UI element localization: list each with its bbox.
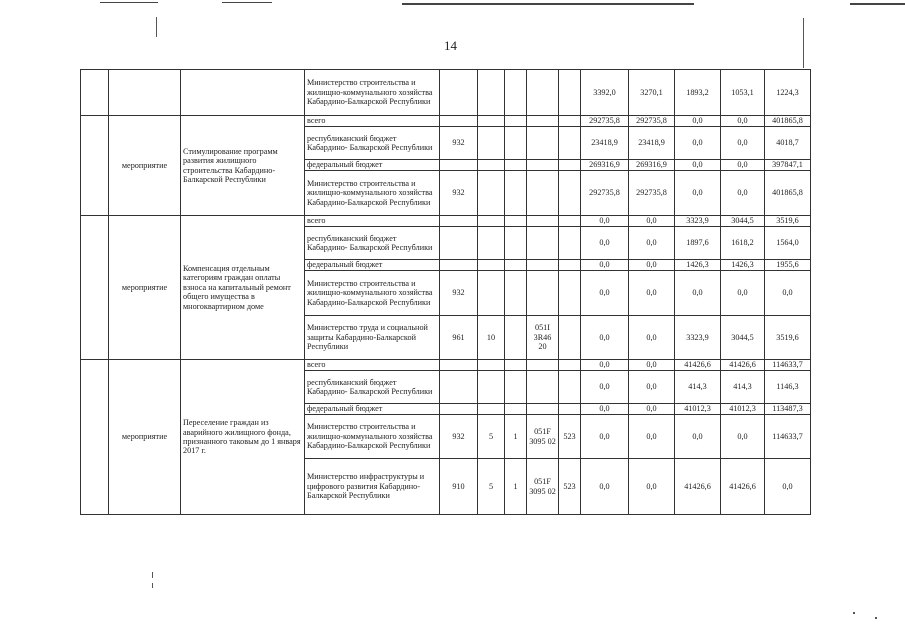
grbs-code-cell <box>440 160 478 171</box>
activity-name-cell: Компенсация отдельным категориям граждан оплаты взноса на капитальный ремонт общего имущества в многоквартирном доме <box>181 216 305 360</box>
pr-code-cell <box>505 116 527 127</box>
amount-cell: 292735,8 <box>581 116 629 127</box>
table-row <box>81 70 811 116</box>
vr-code-cell <box>559 271 581 316</box>
csr-code-cell: 051F 3095 02 <box>527 415 559 459</box>
rz-code-cell <box>478 404 505 415</box>
funding-source-cell: Министерство инфраструктуры и цифрового развития Кабардино-Балкарской Республики <box>305 459 440 515</box>
activity-type-cell: мероприятие <box>109 116 181 216</box>
amount-cell: 3044,5 <box>721 316 765 360</box>
vr-code-cell <box>559 404 581 415</box>
amount-cell: 0,0 <box>629 360 675 371</box>
rz-code-cell <box>478 171 505 216</box>
amount-cell: 0,0 <box>675 116 721 127</box>
amount-cell: 0,0 <box>675 415 721 459</box>
funding-source-cell: республиканский бюджет Кабардино- Балкарской Республики <box>305 227 440 260</box>
amount-cell: 0,0 <box>581 271 629 316</box>
rz-code-cell <box>478 271 505 316</box>
vr-code-cell <box>559 316 581 360</box>
funding-source-cell: Министерство строительства и жилищно-коммунального хозяйства Кабардино-Балкарской Республики <box>305 171 440 216</box>
vr-code-cell <box>559 371 581 404</box>
scan-line-top-3 <box>402 3 694 5</box>
grbs-code-cell: 932 <box>440 271 478 316</box>
row-number-cell <box>81 70 109 116</box>
amount-cell: 1955,6 <box>765 260 811 271</box>
amount-cell: 0,0 <box>629 459 675 515</box>
amount-cell: 0,0 <box>721 127 765 160</box>
amount-cell: 1893,2 <box>675 70 721 116</box>
rz-code-cell <box>478 227 505 260</box>
amount-cell: 414,3 <box>721 371 765 404</box>
amount-cell: 0,0 <box>675 171 721 216</box>
vr-code-cell <box>559 116 581 127</box>
amount-cell: 269316,9 <box>629 160 675 171</box>
funding-source-cell: федеральный бюджет <box>305 404 440 415</box>
vr-code-cell <box>559 260 581 271</box>
scan-mark-bottom-2 <box>152 583 153 588</box>
csr-code-cell <box>527 260 559 271</box>
amount-cell: 3392,0 <box>581 70 629 116</box>
funding-source-cell: всего <box>305 116 440 127</box>
amount-cell: 3519,6 <box>765 316 811 360</box>
rz-code-cell <box>478 371 505 404</box>
csr-code-cell <box>527 216 559 227</box>
grbs-code-cell <box>440 404 478 415</box>
pr-code-cell: 1 <box>505 415 527 459</box>
budget-table <box>80 69 811 515</box>
amount-cell: 23418,9 <box>581 127 629 160</box>
rz-code-cell <box>478 216 505 227</box>
row-number-cell <box>81 216 109 360</box>
amount-cell: 1224,3 <box>765 70 811 116</box>
funding-source-cell: федеральный бюджет <box>305 160 440 171</box>
pr-code-cell <box>505 216 527 227</box>
amount-cell: 0,0 <box>721 160 765 171</box>
vr-code-cell <box>559 227 581 260</box>
amount-cell: 401865,8 <box>765 116 811 127</box>
amount-cell: 0,0 <box>721 116 765 127</box>
amount-cell: 3044,5 <box>721 216 765 227</box>
funding-source-cell: Министерство строительства и жилищно-коммунального хозяйства Кабардино-Балкарской Республики <box>305 415 440 459</box>
amount-cell: 0,0 <box>675 271 721 316</box>
amount-cell: 0,0 <box>721 271 765 316</box>
amount-cell: 0,0 <box>629 316 675 360</box>
vr-code-cell <box>559 360 581 371</box>
amount-cell: 0,0 <box>629 404 675 415</box>
csr-code-cell <box>527 160 559 171</box>
activity-type-cell: мероприятие <box>109 360 181 515</box>
grbs-code-cell: 910 <box>440 459 478 515</box>
funding-source-cell: республиканский бюджет Кабардино- Балкарской Республики <box>305 371 440 404</box>
amount-cell: 397847,1 <box>765 160 811 171</box>
amount-cell: 0,0 <box>581 459 629 515</box>
amount-cell: 0,0 <box>629 227 675 260</box>
csr-code-cell <box>527 127 559 160</box>
vr-code-cell: 523 <box>559 415 581 459</box>
pr-code-cell <box>505 316 527 360</box>
vr-code-cell <box>559 160 581 171</box>
pr-code-cell <box>505 260 527 271</box>
amount-cell: 41426,6 <box>721 459 765 515</box>
rz-code-cell <box>478 260 505 271</box>
csr-code-cell <box>527 360 559 371</box>
amount-cell: 292735,8 <box>629 171 675 216</box>
rz-code-cell <box>478 116 505 127</box>
pr-code-cell <box>505 360 527 371</box>
pr-code-cell <box>505 227 527 260</box>
amount-cell: 3323,9 <box>675 316 721 360</box>
amount-cell: 0,0 <box>721 171 765 216</box>
amount-cell: 114633,7 <box>765 415 811 459</box>
amount-cell: 0,0 <box>675 127 721 160</box>
pr-code-cell: 1 <box>505 459 527 515</box>
scan-line-top-1 <box>100 2 158 3</box>
vr-code-cell <box>559 216 581 227</box>
amount-cell: 0,0 <box>581 360 629 371</box>
grbs-code-cell: 961 <box>440 316 478 360</box>
amount-cell: 1564,0 <box>765 227 811 260</box>
funding-source-cell: Министерство труда и социальной защиты Кабардино-Балкарской Республики <box>305 316 440 360</box>
table-row <box>81 216 811 227</box>
amount-cell: 0,0 <box>581 415 629 459</box>
scan-line-top-2 <box>222 2 272 3</box>
amount-cell: 292735,8 <box>629 116 675 127</box>
amount-cell: 23418,9 <box>629 127 675 160</box>
vr-code-cell: 523 <box>559 459 581 515</box>
amount-cell: 0,0 <box>581 216 629 227</box>
amount-cell: 1426,3 <box>721 260 765 271</box>
funding-source-cell: всего <box>305 216 440 227</box>
pr-code-cell <box>505 127 527 160</box>
amount-cell: 41012,3 <box>675 404 721 415</box>
pr-code-cell <box>505 160 527 171</box>
scan-mark-bottom-3 <box>853 612 855 614</box>
amount-cell: 114633,7 <box>765 360 811 371</box>
rz-code-cell: 10 <box>478 316 505 360</box>
amount-cell: 41426,6 <box>675 459 721 515</box>
csr-code-cell <box>527 404 559 415</box>
amount-cell: 41012,3 <box>721 404 765 415</box>
amount-cell: 0,0 <box>581 227 629 260</box>
grbs-code-cell: 932 <box>440 127 478 160</box>
amount-cell: 0,0 <box>629 216 675 227</box>
funding-source-cell: Министерство строительства и жилищно-коммунального хозяйства Кабардино-Балкарской Республики <box>305 70 440 116</box>
amount-cell: 0,0 <box>765 271 811 316</box>
table-row <box>81 360 811 371</box>
grbs-code-cell: 932 <box>440 415 478 459</box>
amount-cell: 1053,1 <box>721 70 765 116</box>
grbs-code-cell <box>440 227 478 260</box>
csr-code-cell <box>527 171 559 216</box>
amount-cell: 0,0 <box>581 371 629 404</box>
amount-cell: 292735,8 <box>581 171 629 216</box>
amount-cell: 0,0 <box>765 459 811 515</box>
pr-code-cell <box>505 371 527 404</box>
grbs-code-cell <box>440 260 478 271</box>
amount-cell: 1618,2 <box>721 227 765 260</box>
amount-cell: 414,3 <box>675 371 721 404</box>
csr-code-cell <box>527 70 559 116</box>
amount-cell: 0,0 <box>581 404 629 415</box>
rz-code-cell: 5 <box>478 459 505 515</box>
scan-line-top-4 <box>850 3 905 5</box>
rz-code-cell <box>478 360 505 371</box>
grbs-code-cell <box>440 371 478 404</box>
table-row <box>81 116 811 127</box>
scan-mark-bottom-1 <box>152 572 153 578</box>
grbs-code-cell <box>440 70 478 116</box>
amount-cell: 1426,3 <box>675 260 721 271</box>
funding-source-cell: всего <box>305 360 440 371</box>
amount-cell: 0,0 <box>721 415 765 459</box>
csr-code-cell <box>527 116 559 127</box>
grbs-code-cell: 932 <box>440 171 478 216</box>
amount-cell: 269316,9 <box>581 160 629 171</box>
row-number-cell <box>81 360 109 515</box>
pr-code-cell <box>505 171 527 216</box>
csr-code-cell: 051F 3095 02 <box>527 459 559 515</box>
activity-name-cell: Стимулирование программ развития жилищного строительства Кабардино-Балкарской Республики <box>181 116 305 216</box>
amount-cell: 0,0 <box>629 271 675 316</box>
amount-cell: 41426,6 <box>721 360 765 371</box>
grbs-code-cell <box>440 216 478 227</box>
funding-source-cell: республиканский бюджет Кабардино- Балкарской Республики <box>305 127 440 160</box>
grbs-code-cell <box>440 360 478 371</box>
amount-cell: 3519,6 <box>765 216 811 227</box>
funding-source-cell: федеральный бюджет <box>305 260 440 271</box>
csr-code-cell <box>527 227 559 260</box>
amount-cell: 1146,3 <box>765 371 811 404</box>
pr-code-cell <box>505 404 527 415</box>
amount-cell: 401865,8 <box>765 171 811 216</box>
activity-name-cell <box>181 70 305 116</box>
vr-code-cell <box>559 70 581 116</box>
pr-code-cell <box>505 271 527 316</box>
amount-cell: 1897,6 <box>675 227 721 260</box>
amount-cell: 0,0 <box>675 160 721 171</box>
amount-cell: 0,0 <box>629 371 675 404</box>
scan-mark-right <box>803 18 804 68</box>
csr-code-cell <box>527 271 559 316</box>
amount-cell: 0,0 <box>581 316 629 360</box>
funding-source-cell: Министерство строительства и жилищно-коммунального хозяйства Кабардино-Балкарской Республики <box>305 271 440 316</box>
amount-cell: 0,0 <box>581 260 629 271</box>
scan-mark-left <box>156 17 157 37</box>
amount-cell: 4018,7 <box>765 127 811 160</box>
amount-cell: 41426,6 <box>675 360 721 371</box>
rz-code-cell <box>478 160 505 171</box>
amount-cell: 3270,1 <box>629 70 675 116</box>
vr-code-cell <box>559 127 581 160</box>
amount-cell: 0,0 <box>629 415 675 459</box>
scan-mark-bottom-4 <box>875 617 877 619</box>
row-number-cell <box>81 116 109 216</box>
activity-name-cell: Переселение граждан из аварийного жилищного фонда, признанного таковым до 1 января 2017 г. <box>181 360 305 515</box>
rz-code-cell <box>478 70 505 116</box>
amount-cell: 0,0 <box>629 260 675 271</box>
activity-type-cell <box>109 70 181 116</box>
rz-code-cell: 5 <box>478 415 505 459</box>
grbs-code-cell <box>440 116 478 127</box>
csr-code-cell <box>527 371 559 404</box>
pr-code-cell <box>505 70 527 116</box>
rz-code-cell <box>478 127 505 160</box>
page-number: 14 <box>444 38 457 53</box>
activity-type-cell: мероприятие <box>109 216 181 360</box>
amount-cell: 113487,3 <box>765 404 811 415</box>
vr-code-cell <box>559 171 581 216</box>
amount-cell: 3323,9 <box>675 216 721 227</box>
csr-code-cell: 051I 3R46 20 <box>527 316 559 360</box>
